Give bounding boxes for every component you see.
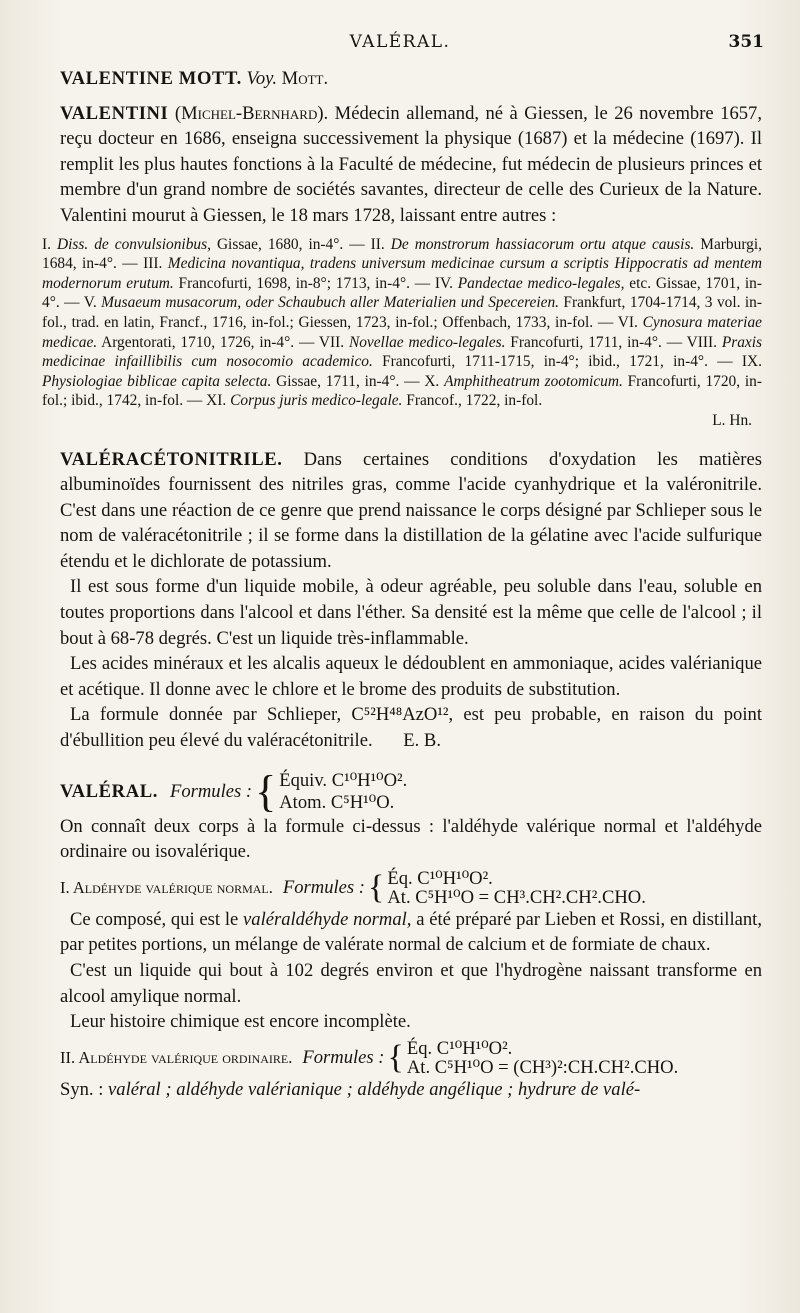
page-header (0, 32, 800, 58)
paragraph: On connaît deux corps à la formule ci-dessus : l'aldéhyde valérique normal et l'aldéhyde ordinaire ou isovalérique. (60, 815, 762, 863)
brace-symbol: { (255, 766, 277, 816)
formula-block (60, 766, 762, 816)
section-heading (60, 1039, 762, 1077)
formula-equiv: Éq. C¹⁰H¹⁰O². (387, 867, 493, 889)
author-initials: L. Hn. (712, 411, 752, 429)
formula-atom: At. C⁵H¹⁰O = (CH³)²:CH.CH².CHO. (406, 1056, 679, 1078)
brace-symbol: { (368, 868, 385, 906)
bib-item: III. Medicina novantiqua, tradens universum medicinae cursum a scriptis Hippocratis ad mentem modernorum erutum. Francofurti, 1698, in-8°; 1713, in-4°. — (42, 255, 762, 292)
headword: VALÉRACÉTONITRILE. (60, 448, 283, 470)
paragraph: C'est un liquide qui bout à 102 degrés environ et que l'hydrogène naissant transforme en alcool amylique normal. (60, 960, 762, 1007)
entry-valentini (42, 101, 762, 431)
bib-item: II. De monstrorum hassiacorum ortu atque causis. Marburgi, 1684, in-4°. — (42, 235, 762, 273)
headword: VALENTINE MOTT. (60, 68, 242, 89)
bib-item: VIII. Praxis medicinae infaillibilis cum nosocomio academico. Francofurti, 1711-1715, in-4°; ibid., 1721, in-4°. — (42, 333, 762, 371)
formula-equiv: Éq. C¹⁰H¹⁰O². (406, 1037, 513, 1059)
paragraph: Ce composé, qui est le valéraldéhyde normal, a été préparé par Lieben et Rossi, en distillant, par petites portions, un mélange de valérate normal de calcium et de formiate de chaux. (60, 908, 762, 956)
formulas-label: Formules : (169, 780, 253, 802)
synonyms-line: Syn. : valéral ; aldéhyde valérianique ; aldéhyde angélique ; hydrure de valé- (60, 1078, 641, 1100)
bib-item: VI. Cynosura materiae medicae. Argentorati, 1710, 1726, in-4°. — (42, 313, 762, 351)
paragraph: Leur histoire chimique est encore incomplète. (70, 1011, 411, 1033)
bib-item: V. Musaeum musacorum, oder Schaubuch aller Materialien und Specereien. Frankfurt, 1704-1714, 3 vol. in-fol., trad. en latin, Francf., 1716, in-fol.; Giessen, 1723, in-fol.; Offenbach, 1733, in-fol. — (42, 294, 762, 331)
bib-item: VII. Novellae medico-legales. Francofurti, 1711, in-4°. — (318, 333, 687, 351)
forenames: (Michel-Bernhard). (174, 102, 329, 124)
bibliography-list (42, 235, 762, 411)
section-title: II. Aldéhyde valérique ordinaire. (60, 1047, 293, 1067)
author-initials: E. B. (403, 730, 441, 752)
formula-stack (407, 1039, 678, 1077)
formula-atom: At. C⁵H¹⁰O = CH³.CH².CH².CHO. (387, 886, 646, 908)
headword: VALENTINI (60, 102, 169, 124)
cross-reference-target: Mott. (281, 68, 329, 89)
formulas-label: Formules : (282, 877, 366, 899)
page-number: 351 (728, 32, 764, 52)
paragraph: Les acides minéraux et les alcalis aqueux le dédoublent en ammoniaque, acides valérianique et acétique. Il donne avec le chlore et le brome des produits de substitution. (60, 653, 762, 700)
formulas-label: Formules : (302, 1046, 385, 1068)
entry-valeral (60, 766, 762, 1103)
entry-valentine-mott (60, 66, 762, 92)
bib-item: IV. Pandectae medico-legales, etc. Gissae, 1701, in-4°. — (42, 274, 762, 312)
section-heading (60, 869, 762, 907)
formula-equiv: Équiv. C¹⁰H¹⁰O². (279, 769, 408, 791)
bibliography (42, 235, 762, 431)
paragraph: La formule donnée par Schlieper, C⁵²H⁴⁸AzO¹², est peu probable, en raison du point d'ébullition peu élevé du valéracétonitrile. E. B. (60, 704, 762, 752)
brace-symbol: { (387, 1038, 404, 1076)
entry-text: Médecin allemand, né à Giessen, le 26 novembre 1657, reçu docteur en 1686, enseigna successivement la physique (1687) et la médecine (1697). Il remplit les plus hautes fonctions à la Faculté de médecine, fut médecin de plusieurs princes et membre d'un grand nombre de sociétés savantes, directeur de celle des Curieux de la Nature. Valentini mourut à Giessen, le 18 mars 1728, laissant entre autres : (60, 102, 762, 226)
bib-item: XI. Corpus juris medico-legale. Francof., 1722, in-fol. (206, 392, 543, 410)
bib-item: X. Amphitheatrum zootomicum. Francofurti, 1720, in-fol.; ibid., 1742, in-fol. — (42, 372, 762, 410)
paragraph: Dans certaines conditions d'oxydation les matières albuminoïdes fournissent des nitriles gras, comme l'acide cyanhydrique et la valéronitrile. C'est dans une réaction de ce genre que prend naissance le corps désigné par Schlieper sous le nom de valéracétonitrile ; il se forme dans la distillation de la gélatine avec l'acide sulfurique étendu et le dichlorate de potassium. (60, 448, 762, 572)
formula-atom: Atom. C⁵H¹⁰O. (279, 791, 395, 813)
page-content (42, 66, 762, 1102)
cross-reference-label: Voy. (246, 68, 278, 89)
entry-valeracetonitrile (60, 447, 762, 754)
bib-item: I. Diss. de convulsionibus, Gissae, 1680, in-4°. — (42, 235, 371, 253)
bib-item: IX. Physiologiae biblicae capita selecta. Gissae, 1711, in-4°. — (42, 353, 762, 390)
running-title: VALÉRAL. (349, 32, 451, 52)
formula-stack (279, 770, 407, 814)
headword: VALÉRAL. (60, 780, 158, 802)
paragraph: Il est sous forme d'un liquide mobile, à odeur agréable, peu soluble dans l'eau, soluble en toutes proportions dans l'alcool et dans l'éther. Sa densité est la même que celle de l'alcool ; il bout à 68-78 degrés. C'est un liquide très-inflammable. (60, 576, 762, 649)
formula-stack (387, 869, 646, 907)
section-title: I. Aldéhyde valérique normal. (60, 878, 273, 898)
chemical-formula: C⁵²H⁴⁸AzO¹² (351, 704, 449, 726)
